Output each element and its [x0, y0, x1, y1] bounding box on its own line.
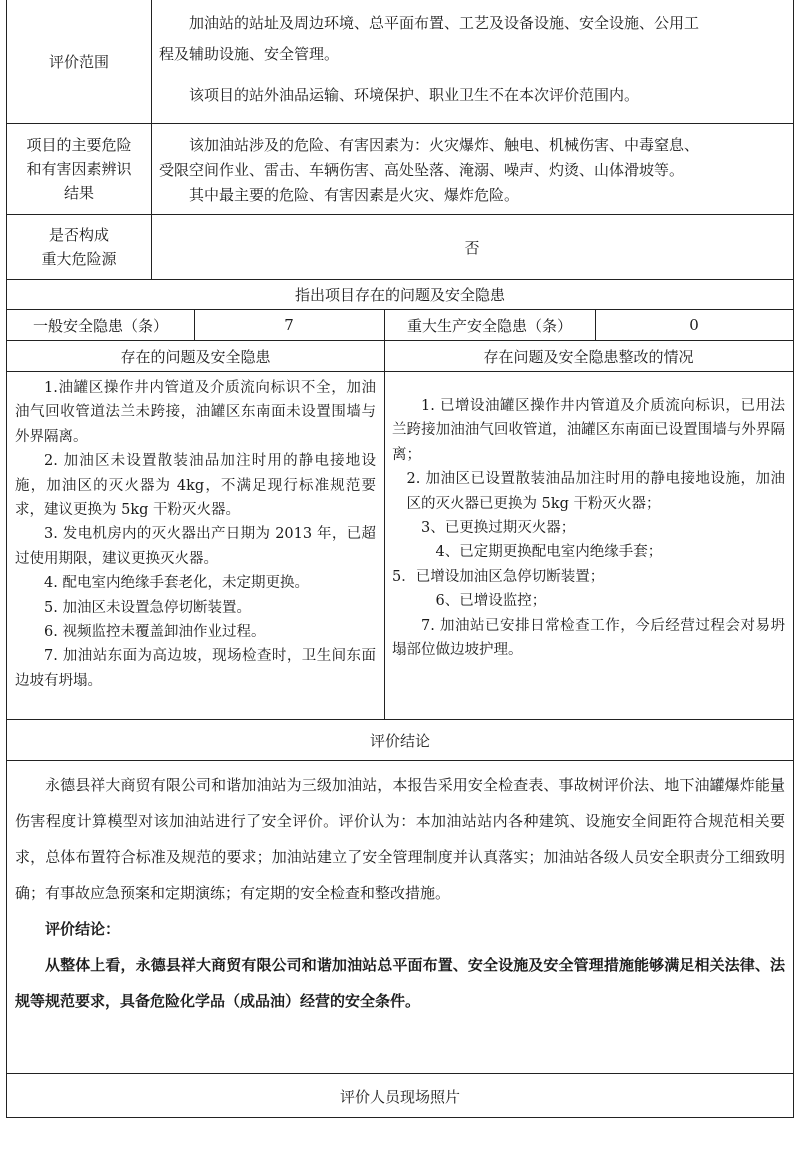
scope-line-3: 该项目的站外油品运输、环境保护、职业卫生不在本次评价范围内。 — [189, 86, 640, 104]
hazards-label: 项目的主要危险 和有害因素辨识 结果 — [26, 136, 132, 202]
issue-item: 6. 视频监控未覆盖卸油作业过程。 — [44, 624, 266, 641]
conclusion-sub-label: 评价结论： — [45, 920, 121, 938]
scope-line-1: 加油站的站址及周边环境、总平面布置、工艺及设备设施、安全设施、公用工 — [189, 14, 700, 32]
issue-item: 1.油罐区操作井内管道及介质流向标识不全，加油油气回收管道法兰未跨接，油罐区东南面未设置围墙与外界隔离。 — [15, 380, 376, 445]
major-hazard-label: 是否构成 重大危险源 — [41, 226, 117, 268]
major-hazard-row — [7, 215, 793, 280]
issues-detail-row — [7, 372, 793, 720]
issues-header: 指出项目存在的问题及安全隐患 — [7, 280, 793, 310]
rectification-item: 5．已增设加油区急停切断装置； — [392, 568, 605, 585]
conclusion-body — [7, 761, 793, 1074]
rectification-item: 6、已增设监控； — [435, 593, 547, 610]
scope-label: 评价范围 — [48, 53, 109, 71]
issue-item: 2. 加油区未设置散装油品加注时用的静电接地设施，加油区的灭火器为 4kg，不满足现行标准规范要求，建议更换为 5kg 干粉灭火器。 — [15, 453, 376, 519]
rectification-item: 7. 加油站已安排日常检查工作，今后经营过程会对易坍塌部位做边坡护理。 — [392, 617, 785, 659]
issue-item: 3. 发电机房内的灭火器出产日期为 2013 年，已超过使用期限，建议更换灭火器。 — [15, 526, 376, 567]
issue-item: 7. 加油站东面为高边坡，现场检查时，卫生间东面边坡有坍塌。 — [15, 648, 376, 689]
conclusion-text: 永德县祥大商贸有限公司和谐加油站为三级加油站，本报告采用安全检查表、事故树评价法、地下油罐爆炸能量伤害程度计算模型对该加油站进行了安全评价。评价认为：本加油站站内各种建筑、设施安全间距符合规范相关要求，总体布置符合标准及规范的要求；加油站建立了安全管理制度并认真落实；加油站各级人员安全职责分工细致明确；有事故应急预案和定期演练；有定期的安全检查和整改措施。 — [15, 776, 785, 902]
hazards-line-1: 该加油站涉及的危险、有害因素为：火灾爆炸、触电、机械伤害、中毒窒息、 — [189, 136, 700, 154]
evaluation-table — [6, 0, 794, 1118]
rectification-item: 4、已定期更换配电室内绝缘手套； — [435, 544, 663, 561]
rectification-item: 2. 加油区已设置散装油品加注时用的静电接地设施，加油区的灭火器已更换为 5kg 干粉灭火器； — [406, 471, 785, 512]
major-count-label: 重大生产安全隐患（条） — [406, 316, 572, 335]
photos-header: 评价人员现场照片 — [339, 1087, 460, 1106]
scope-content — [151, 0, 793, 123]
rectification-list — [384, 372, 793, 719]
conclusion-final: 从整体上看，永德县祥大商贸有限公司和谐加油站总平面布置、安全设施及安全管理措施能够满足相关法律、法规等规范要求，具备危险化学品（成品油）经营的安全条件。 — [15, 956, 785, 1010]
columns-header-row — [7, 341, 793, 372]
hazards-line-2: 受限空间作业、雷击、车辆伤害、高处坠落、淹溺、噪声、灼烫、山体滑坡等。 — [159, 161, 685, 179]
scope-line-2: 程及辅助设施、安全管理。 — [159, 45, 340, 63]
issue-item: 4. 配电室内绝缘手套老化，未定期更换。 — [44, 575, 309, 592]
rectification-column-title: 存在问题及安全隐患整改的情况 — [483, 347, 694, 366]
hazards-row — [7, 124, 793, 215]
general-count-label: 一般安全隐患（条） — [32, 316, 168, 335]
issue-item: 5. 加油区未设置急停切断装置。 — [44, 599, 251, 616]
conclusion-header: 评价结论 — [7, 720, 793, 761]
rectification-item: 3、已更换过期灭火器； — [421, 520, 576, 537]
major-hazard-value: 否 — [464, 238, 480, 257]
general-count-value: 7 — [284, 316, 294, 334]
issues-column-title: 存在的问题及安全隐患 — [120, 347, 271, 366]
counts-row — [7, 310, 793, 341]
rectification-item: 1. 已增设油罐区操作井内管道及介质流向标识，已用法兰跨接加油油气回收管道，油罐区东南面已设置围墙与外界隔离； — [392, 398, 785, 463]
hazards-line-3: 其中最主要的危险、有害因素是火灾、爆炸危险。 — [189, 186, 520, 204]
hazards-content — [151, 124, 793, 214]
scope-row — [7, 0, 793, 124]
major-count-value: 0 — [689, 316, 699, 334]
issues-list — [7, 372, 384, 719]
